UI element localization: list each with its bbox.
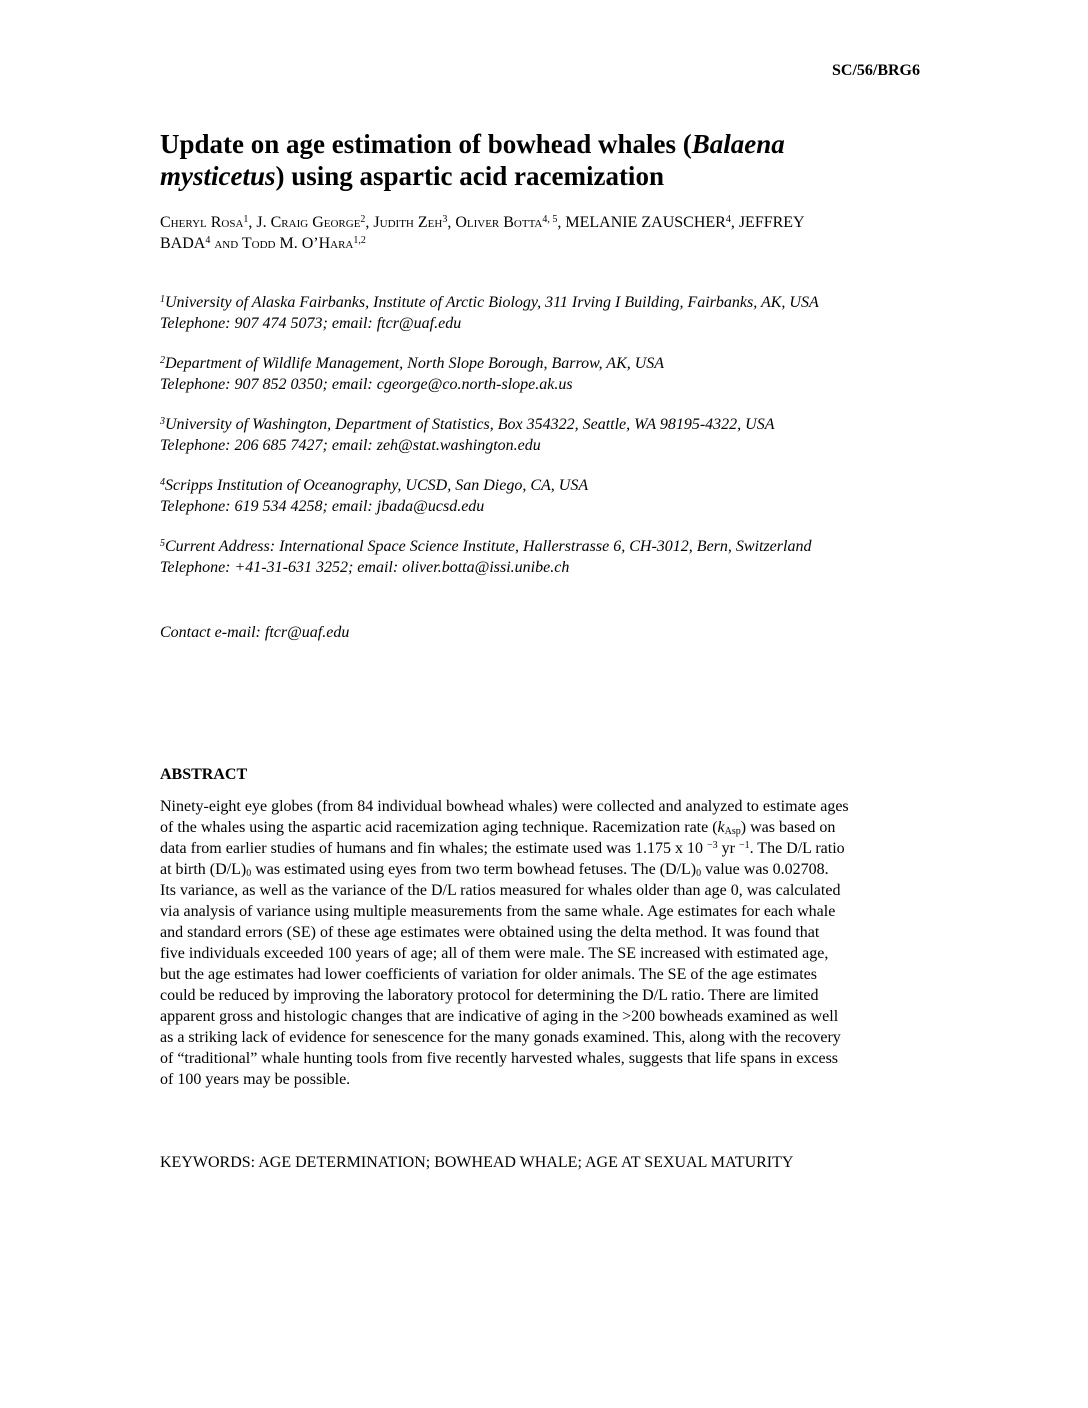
text-segment: and Todd M. O’Hara <box>210 235 354 252</box>
author-line <box>160 212 805 233</box>
abstract-line <box>160 817 849 838</box>
text-segment: 4 <box>725 214 731 225</box>
text-segment: −3 <box>706 840 718 851</box>
text-segment: five individuals exceeded 100 years of age; all of them were male. The SE increased with estimated age, <box>160 945 829 962</box>
author-list <box>160 212 805 254</box>
text-segment: but the age estimates had lower coefficients of variation for older animals. The SE of the age estimates <box>160 966 817 983</box>
text-segment: was estimated using eyes from two term bowhead fetuses. The (D/L) <box>251 861 697 878</box>
text-segment: could be reduced by improving the laboratory protocol for determining the D/L ratio. There are limited <box>160 987 819 1004</box>
text-segment: Its variance, as well as the variance of the D/L ratios measured for whales older than age 0, was calculated <box>160 882 841 899</box>
abstract-line <box>160 796 849 817</box>
text-segment: at birth (D/L) <box>160 861 247 878</box>
abstract-line <box>160 922 849 943</box>
affiliation-number: 1 <box>160 294 165 305</box>
abstract-line <box>160 838 849 859</box>
affiliation-contact: Telephone: 907 852 0350; email: cgeorge@co.north-slope.ak.us <box>160 376 573 393</box>
affiliation-2 <box>160 353 664 395</box>
text-segment: 1,2 <box>353 235 366 246</box>
abstract-line <box>160 880 849 901</box>
abstract-body <box>160 796 849 1090</box>
abstract-line <box>160 859 849 880</box>
affiliation-number: 3 <box>160 416 165 427</box>
affiliation-4 <box>160 475 588 517</box>
affiliation-number: 5 <box>160 538 165 549</box>
text-segment: ) using aspartic acid racemization <box>275 161 664 191</box>
affiliation-number: 4 <box>160 477 165 488</box>
text-segment: −1 <box>738 840 750 851</box>
text-segment: of “traditional” whale hunting tools from five recently harvested whales, suggests that life spans in excess <box>160 1050 839 1067</box>
contact-email: Contact e-mail: ftcr@uaf.edu <box>160 624 350 641</box>
abstract-line <box>160 943 849 964</box>
affiliation-address: University of Washington, Department of Statistics, Box 354322, Seattle, WA 98195-4322, USA <box>165 416 775 433</box>
abstract-line <box>160 1069 849 1090</box>
text-segment: mysticetus <box>160 161 276 191</box>
affiliation-1 <box>160 292 819 334</box>
affiliation-address: University of Alaska Fairbanks, Institute of Arctic Biology, 311 Irving I Building, Fairbanks, AK, USA <box>165 294 819 311</box>
text-segment: 1 <box>243 214 249 225</box>
text-segment: , <box>248 214 257 231</box>
text-segment: value was 0.02708. <box>701 861 829 878</box>
text-segment: Judith Zeh <box>373 214 443 231</box>
text-segment: , MELANIE ZAUSCHER <box>557 214 726 231</box>
text-segment: 3 <box>442 214 448 225</box>
text-segment: yr <box>717 840 739 857</box>
affiliation-contact: Telephone: +41-31-631 3252; email: oliver.botta@issi.unibe.ch <box>160 559 570 576</box>
text-segment: ) was based on <box>740 819 836 836</box>
affiliation-contact: Telephone: 206 685 7427; email: zeh@stat.washington.edu <box>160 437 541 454</box>
abstract-line <box>160 1048 849 1069</box>
text-segment: 2 <box>360 214 366 225</box>
text-segment: Ninety-eight eye globes (from 84 individual bowhead whales) were collected and analyzed to estimate ages <box>160 798 849 815</box>
abstract-line <box>160 901 849 922</box>
affiliation-contact: Telephone: 619 534 4258; email: jbada@ucsd.edu <box>160 498 485 515</box>
paper-title <box>160 128 940 192</box>
author-line <box>160 233 805 254</box>
text-segment: data from earlier studies of humans and fin whales; the estimate used was 1.175 x 10 <box>160 840 707 857</box>
text-segment: of the whales using the aspartic acid racemization aging technique. Racemization rate ( <box>160 819 718 836</box>
text-segment: 4, 5 <box>542 214 558 225</box>
text-segment: 0 <box>696 868 702 879</box>
affiliation-address: Current Address: International Space Science Institute, Hallerstrasse 6, CH-3012, Bern, Switzerland <box>165 538 812 555</box>
abstract-line <box>160 985 849 1006</box>
text-segment: , <box>365 214 374 231</box>
text-segment: of 100 years may be possible. <box>160 1071 351 1088</box>
text-segment: and standard errors (SE) of these age estimates were obtained using the delta method. It was found that <box>160 924 820 941</box>
abstract-line <box>160 1027 849 1048</box>
document-id: SC/56/BRG6 <box>831 62 920 79</box>
affiliation-address: Department of Wildlife Management, North Slope Borough, Barrow, AK, USA <box>165 355 665 372</box>
text-segment: 0 <box>246 868 252 879</box>
text-segment: Oliver Botta <box>455 214 543 231</box>
text-segment: Balaena <box>691 129 785 159</box>
text-segment: BADA <box>160 235 206 252</box>
title-line <box>160 128 940 160</box>
text-segment: via analysis of variance using multiple measurements from the same whale. Age estimates for each whale <box>160 903 836 920</box>
text-segment: apparent gross and histologic changes that are indicative of aging in the >200 bowheads examined as well <box>160 1008 839 1025</box>
title-line <box>160 160 940 192</box>
abstract-heading: ABSTRACT <box>160 766 248 783</box>
abstract-line <box>160 964 849 985</box>
affiliation-contact: Telephone: 907 474 5073; email: ftcr@uaf.edu <box>160 315 462 332</box>
text-segment: Cheryl Rosa <box>160 214 244 231</box>
affiliation-3 <box>160 414 775 456</box>
text-segment: Asp <box>724 826 741 837</box>
text-segment: 4 <box>205 235 211 246</box>
affiliation-address: Scripps Institution of Oceanography, UCSD, San Diego, CA, USA <box>165 477 589 494</box>
text-segment: , JEFFREY <box>730 214 805 231</box>
text-segment: J. Craig George <box>256 214 361 231</box>
affiliation-number: 2 <box>160 355 165 366</box>
abstract-line <box>160 1006 849 1027</box>
text-segment: Update on age estimation of bowhead whales ( <box>160 129 692 159</box>
text-segment: k <box>717 819 725 836</box>
keywords: KEYWORDS: AGE DETERMINATION; BOWHEAD WHALE; AGE AT SEXUAL MATURITY <box>160 1154 794 1171</box>
text-segment: as a striking lack of evidence for senescence for the many gonads examined. This, along with the recovery <box>160 1029 841 1046</box>
affiliation-5 <box>160 536 811 578</box>
text-segment: , <box>447 214 456 231</box>
text-segment: . The D/L ratio <box>749 840 845 857</box>
